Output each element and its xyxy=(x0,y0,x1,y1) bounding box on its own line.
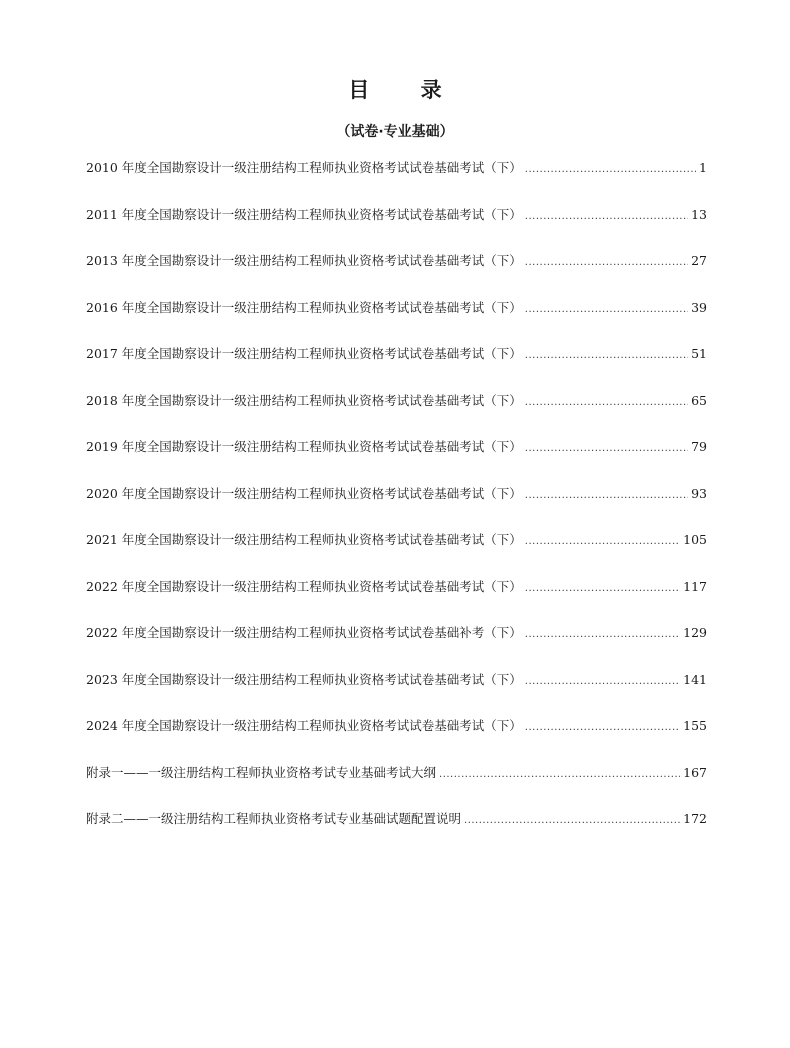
toc-entry-title: 2011 年度全国勘察设计一级注册结构工程师执业资格考试试卷基础考试（下） xyxy=(86,206,522,222)
toc-entry-title: 2010 年度全国勘察设计一级注册结构工程师执业资格考试试卷基础考试（下） xyxy=(86,160,522,175)
toc-entry-page: 105 xyxy=(683,532,707,547)
toc-entry-page: 93 xyxy=(691,485,707,501)
toc-leader-dots xyxy=(525,577,680,601)
toc-entry-title: 2017 年度全国勘察设计一级注册结构工程师执业资格考试试卷基础考试（下） xyxy=(86,346,522,361)
toc-entry-title: 2020 年度全国勘察设计一级注册结构工程师执业资格考试试卷基础考试（下） xyxy=(86,485,522,501)
toc-entry-title: 2013 年度全国勘察设计一级注册结构工程师执业资格考试试卷基础考试（下） xyxy=(86,253,522,268)
page-subtitle: （试卷·专业基础） xyxy=(336,124,454,140)
toc-entry[interactable] xyxy=(86,714,707,738)
toc-leader-dots xyxy=(525,437,688,461)
toc-entry-page: 155 xyxy=(683,718,707,733)
page-title: 目 录 xyxy=(348,78,464,102)
toc-entry[interactable] xyxy=(86,389,707,413)
toc-entry-title: 2018 年度全国勘察设计一级注册结构工程师执业资格考试试卷基础考试（下） xyxy=(86,392,522,408)
toc-entry[interactable] xyxy=(86,342,707,366)
toc-entry[interactable] xyxy=(86,156,707,180)
toc-entry-title: 2019 年度全国勘察设计一级注册结构工程师执业资格考试试卷基础考试（下） xyxy=(86,439,522,454)
toc-entry-page: 167 xyxy=(683,764,707,780)
toc-leader-dots xyxy=(525,484,688,508)
toc-entry-title: 2022 年度全国勘察设计一级注册结构工程师执业资格考试试卷基础补考（下） xyxy=(86,625,522,640)
toc-entry[interactable] xyxy=(86,575,707,599)
toc-entry[interactable] xyxy=(86,621,707,645)
toc-leader-dots xyxy=(525,670,680,694)
toc-entry-page: 129 xyxy=(683,625,707,640)
toc-leader-dots xyxy=(439,763,680,787)
toc-entry-page: 27 xyxy=(691,253,707,268)
toc-entry[interactable] xyxy=(86,435,707,459)
toc-entry[interactable] xyxy=(86,249,707,273)
toc-entry-title: 2022 年度全国勘察设计一级注册结构工程师执业资格考试试卷基础考试（下） xyxy=(86,578,522,594)
toc-entry-page: 65 xyxy=(691,392,707,408)
toc-leader-dots xyxy=(525,205,688,229)
toc-entry-title: 2024 年度全国勘察设计一级注册结构工程师执业资格考试试卷基础考试（下） xyxy=(86,718,522,733)
toc-entry-page: 117 xyxy=(683,578,707,594)
toc-entry[interactable] xyxy=(86,296,707,320)
toc-entry-appendix[interactable] xyxy=(86,761,707,785)
toc-entry-title: 2016 年度全国勘察设计一级注册结构工程师执业资格考试试卷基础考试（下） xyxy=(86,299,522,315)
toc-leader-dots xyxy=(525,298,688,322)
toc-entry-title: 2023 年度全国勘察设计一级注册结构工程师执业资格考试试卷基础考试（下） xyxy=(86,671,522,687)
toc-entry-page: 51 xyxy=(691,346,707,361)
toc-entry-title: 2021 年度全国勘察设计一级注册结构工程师执业资格考试试卷基础考试（下） xyxy=(86,532,522,547)
toc-leader-dots xyxy=(525,344,688,368)
toc-leader-dots xyxy=(525,623,680,647)
toc-entry-page: 39 xyxy=(691,299,707,315)
toc-leader-dots xyxy=(525,158,696,182)
toc-entry-page: 79 xyxy=(691,439,707,454)
toc-leader-dots xyxy=(525,530,680,554)
toc-entry-page: 172 xyxy=(683,811,707,826)
toc-entry-page: 141 xyxy=(683,671,707,687)
toc-entry[interactable] xyxy=(86,528,707,552)
toc-entry-page: 13 xyxy=(691,206,707,222)
toc-entry[interactable] xyxy=(86,668,707,692)
toc-leader-dots xyxy=(464,809,680,833)
toc-leader-dots xyxy=(525,391,688,415)
toc-entry-title: 附录二——一级注册结构工程师执业资格考试专业基础试题配置说明 xyxy=(86,811,462,826)
toc-entry[interactable] xyxy=(86,482,707,506)
toc-entry[interactable] xyxy=(86,203,707,227)
toc-entry-title: 附录一——一级注册结构工程师执业资格考试专业基础考试大纲 xyxy=(86,764,437,780)
toc-entry-page: 1 xyxy=(699,160,707,175)
toc-leader-dots xyxy=(525,251,688,275)
toc-entry-appendix[interactable] xyxy=(86,807,707,831)
toc-leader-dots xyxy=(525,716,680,740)
